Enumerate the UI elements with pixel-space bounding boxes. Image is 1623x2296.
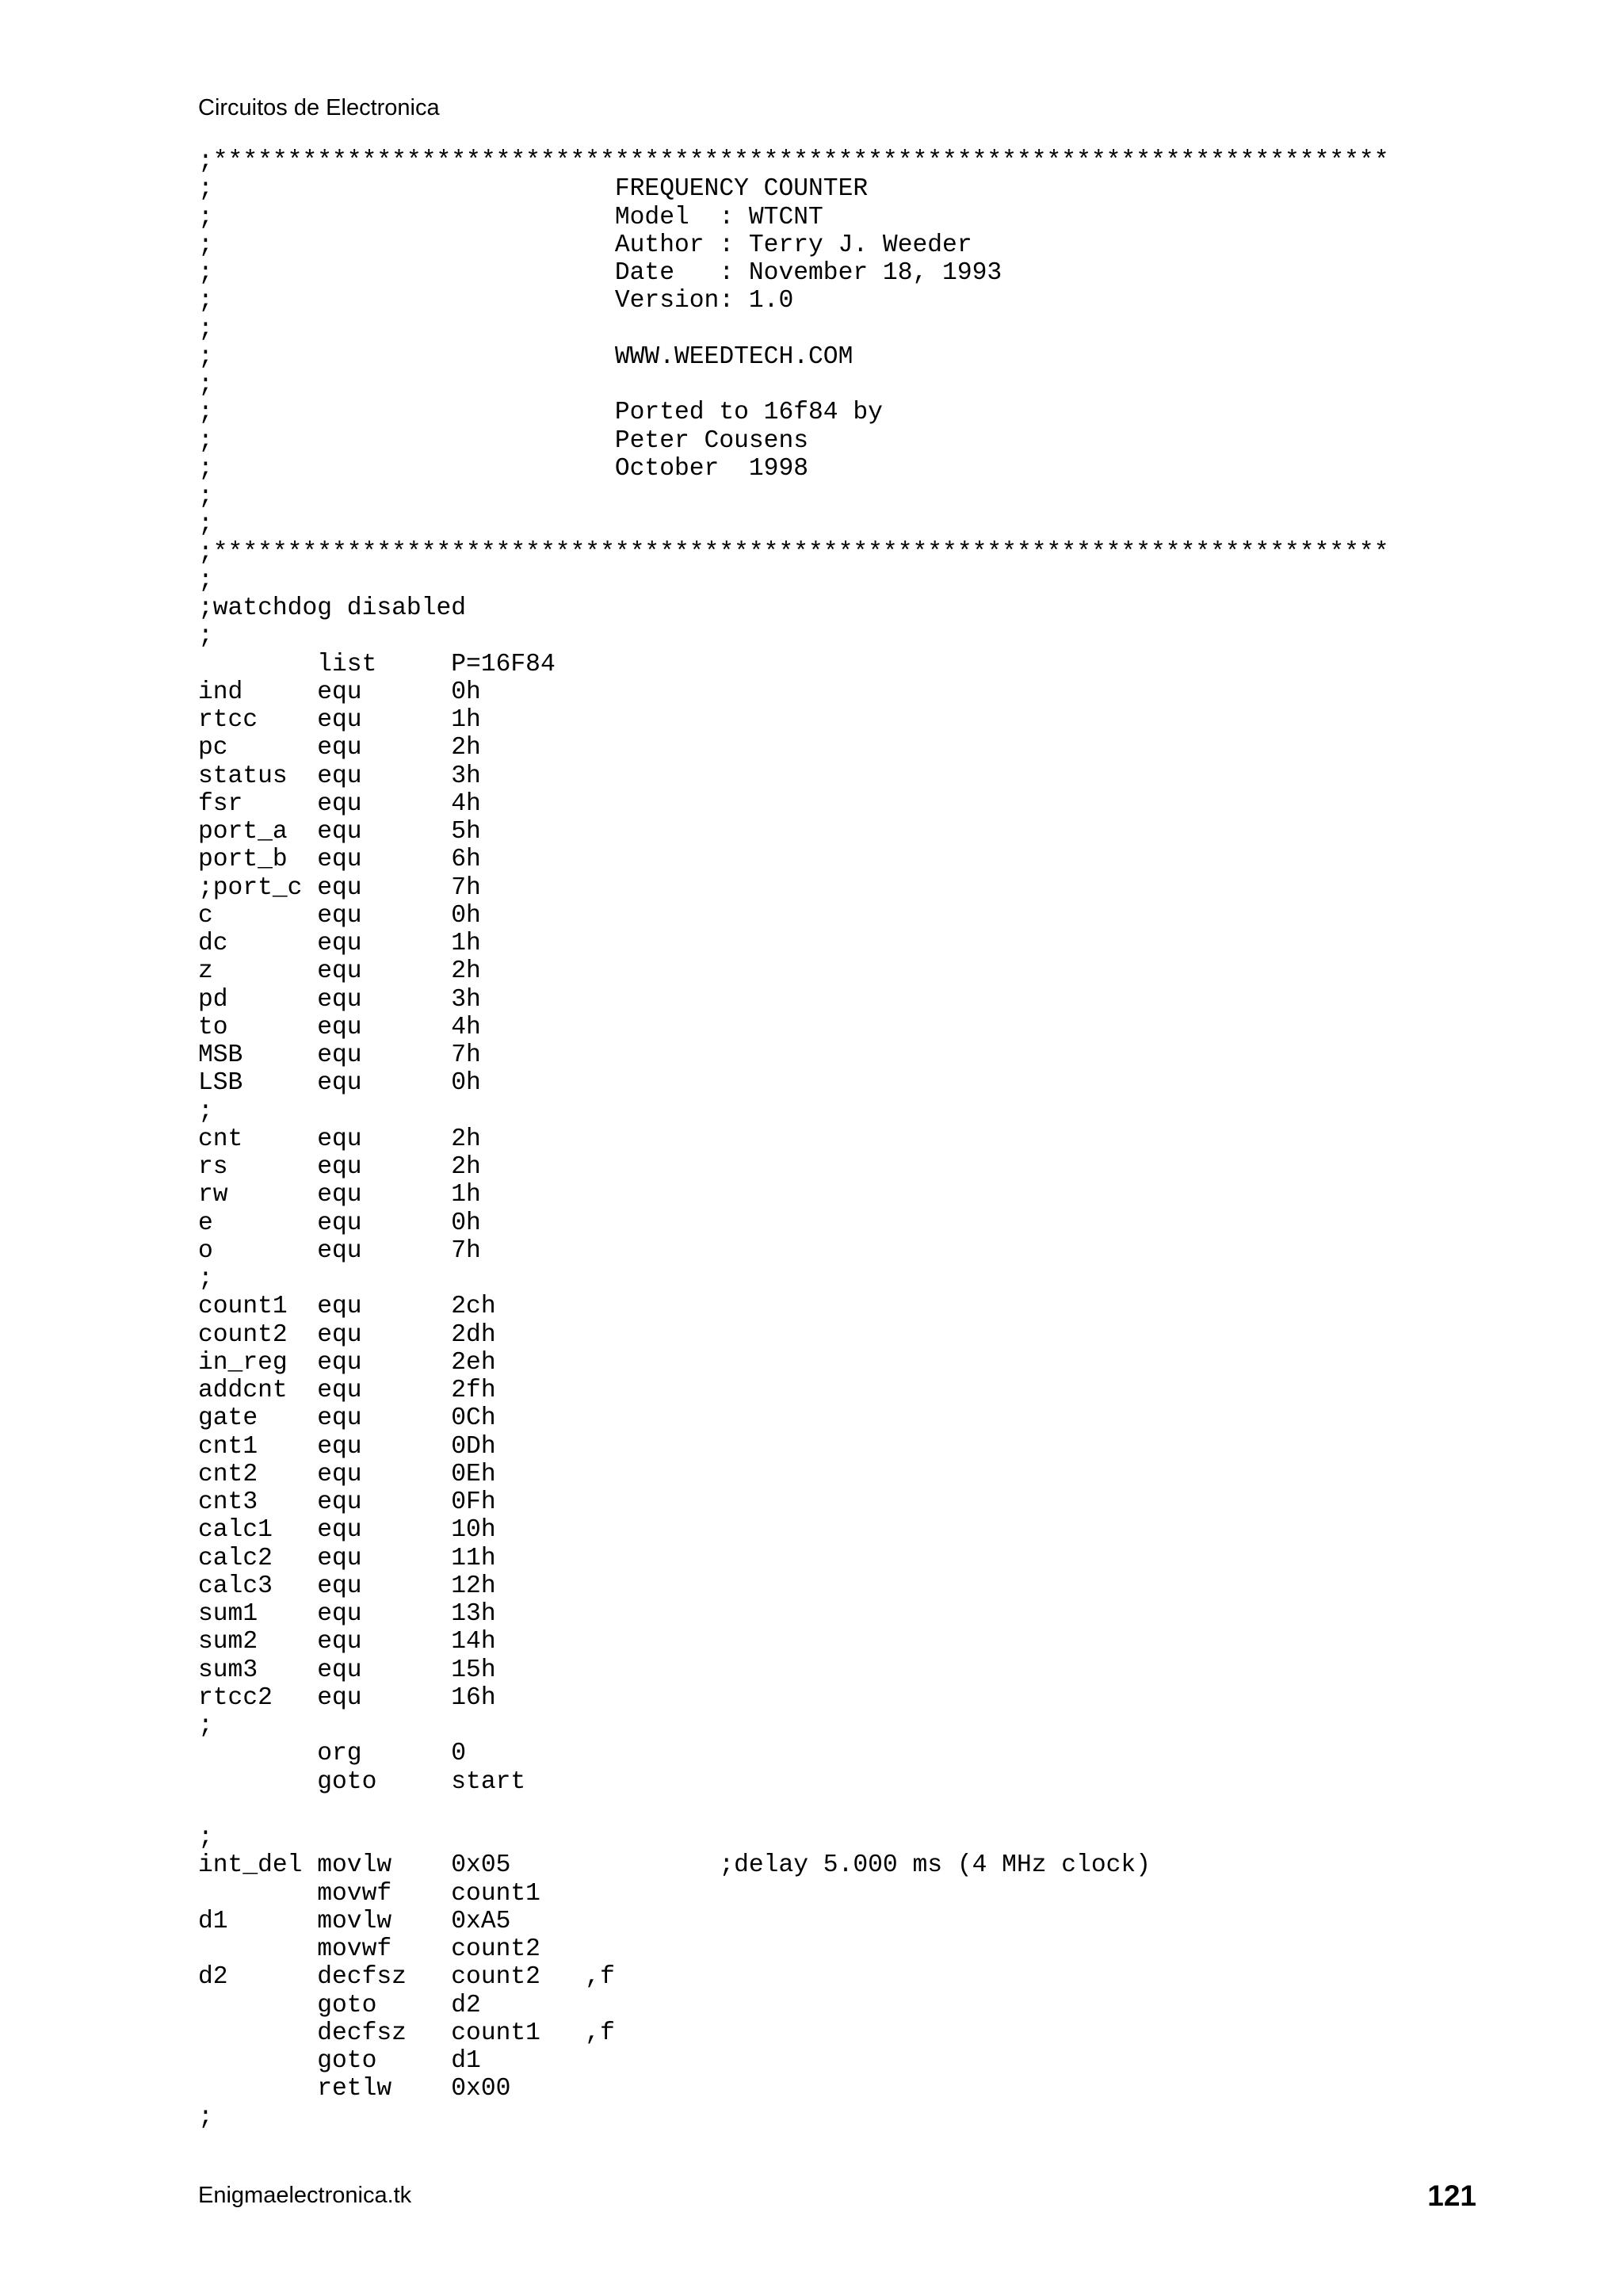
code-line: org 0 <box>198 1740 467 1768</box>
code-line: e equ 0h <box>198 1209 481 1237</box>
footer-site: Enigmaelectronica.tk <box>198 2183 412 2208</box>
code-line: ; Version: 1.0 <box>198 287 794 315</box>
code-line: ; Peter Cousens <box>198 426 809 455</box>
code-line: ; <box>198 1097 213 1125</box>
code-line: d1 movlw 0xA5 <box>198 1907 511 1935</box>
code-line: in_reg equ 2eh <box>198 1348 496 1377</box>
code-line: gate equ 0Ch <box>198 1404 496 1433</box>
code-line: ;******************************************************************************* <box>198 538 1389 567</box>
code-line: pd equ 3h <box>198 985 481 1014</box>
code-line: ; Model : WTCNT <box>198 203 823 231</box>
code-line: status equ 3h <box>198 762 481 790</box>
code-line: ; <box>198 483 213 510</box>
code-line: retlw 0x00 <box>198 2075 511 2103</box>
code-line: movwf count2 <box>198 1935 540 1963</box>
code-line: goto start <box>198 1767 526 1796</box>
code-line: dc equ 1h <box>198 930 481 957</box>
code-line: ;watchdog disabled <box>198 594 467 622</box>
code-line: goto d2 <box>198 1991 481 2019</box>
code-line: LSB equ 0h <box>198 1069 481 1098</box>
code-line: ; <box>198 371 213 399</box>
code-line: cnt equ 2h <box>198 1125 481 1153</box>
code-line: ; Ported to 16f84 by <box>198 399 883 427</box>
code-line: ind equ 0h <box>198 678 481 706</box>
code-line: count2 equ 2dh <box>198 1320 496 1349</box>
code-line: count1 equ 2ch <box>198 1293 496 1321</box>
code-line: rs equ 2h <box>198 1153 481 1181</box>
code-line: ; Author : Terry J. Weeder <box>198 231 972 259</box>
code-line: decfsz count1 ,f <box>198 2019 615 2047</box>
code-line: ; <box>198 1712 213 1740</box>
code-line: list P=16F84 <box>198 650 556 678</box>
code-line: rtcc equ 1h <box>198 706 481 734</box>
assembly-code-listing <box>198 147 1389 2131</box>
code-line: pc equ 2h <box>198 734 481 762</box>
code-line: ;port_c equ 7h <box>198 873 481 902</box>
code-line: sum1 equ 13h <box>198 1600 496 1628</box>
page-header-title: Circuitos de Electronica <box>198 95 440 120</box>
code-line: o equ 7h <box>198 1236 481 1265</box>
page-number: 121 <box>1427 2179 1476 2212</box>
code-line: ; WWW.WEEDTECH.COM <box>198 342 854 371</box>
code-line: ; <box>198 1265 213 1293</box>
code-line <box>198 1796 1389 1824</box>
code-line: calc2 equ 11h <box>198 1544 496 1572</box>
code-line: int_del movlw 0x05 ;delay 5.000 ms (4 MHz clock) <box>198 1851 1151 1880</box>
code-line: ; <box>198 2103 213 2131</box>
code-line: ; FREQUENCY COUNTER <box>198 175 869 204</box>
code-line: addcnt equ 2fh <box>198 1377 496 1404</box>
code-line: rtcc2 equ 16h <box>198 1683 496 1712</box>
code-line: ; <box>198 510 213 539</box>
code-line: ; <box>198 315 213 343</box>
code-line: ; <box>198 1824 213 1851</box>
code-line: cnt2 equ 0Eh <box>198 1460 496 1488</box>
code-line: cnt1 equ 0Dh <box>198 1432 496 1461</box>
code-line: MSB equ 7h <box>198 1041 481 1069</box>
code-line: movwf count1 <box>198 1879 540 1908</box>
code-line: ; October 1998 <box>198 454 809 483</box>
code-line: ; <box>198 622 213 651</box>
code-line: cnt3 equ 0Fh <box>198 1488 496 1516</box>
code-line: fsr equ 4h <box>198 789 481 818</box>
code-line: c equ 0h <box>198 901 481 930</box>
code-line: calc3 equ 12h <box>198 1572 496 1600</box>
code-line: port_b equ 6h <box>198 846 481 874</box>
code-line: to equ 4h <box>198 1013 481 1041</box>
code-line: sum3 equ 15h <box>198 1656 496 1684</box>
code-line: goto d1 <box>198 2047 481 2075</box>
code-line: rw equ 1h <box>198 1181 481 1209</box>
code-line: sum2 equ 14h <box>198 1628 496 1656</box>
code-line: ; Date : November 18, 1993 <box>198 259 1002 287</box>
code-line: ; <box>198 566 213 594</box>
code-line: d2 decfsz count2 ,f <box>198 1963 615 1992</box>
code-line: calc1 equ 10h <box>198 1516 496 1545</box>
code-line: ;******************************************************************************* <box>198 147 1389 175</box>
code-line: port_a equ 5h <box>198 818 481 846</box>
code-line: z equ 2h <box>198 957 481 986</box>
